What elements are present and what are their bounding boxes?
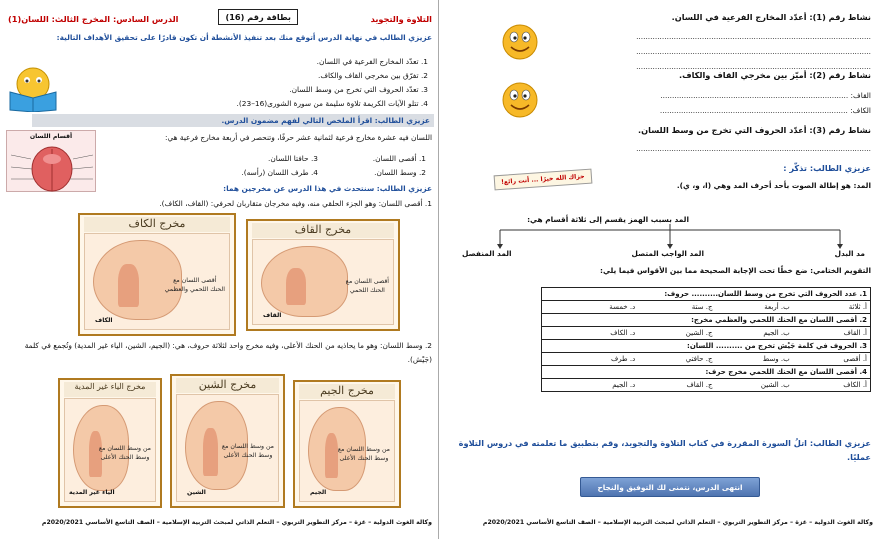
quiz-options-1	[542, 301, 871, 314]
derive-title: عزيزي الطالب: سنتحدث في هذا الدرس عن مخرجين هما:	[223, 184, 432, 193]
illustration-jim-caption: الجيم	[310, 489, 327, 496]
aqsa-text: 1. أقصى اللسان: وهو الجزء الحلقي منه، وفيه مخرجان متقاربان لحرفي: (القاف، الكاف).	[159, 199, 432, 208]
madd-type-munfasil: المد المنفصل	[462, 249, 512, 258]
summary-bar	[32, 114, 434, 127]
quiz-option[interactable]: أ. أقصى	[843, 355, 867, 363]
card-number: بطاقة رقم (16)	[218, 9, 298, 25]
objective-1: 1. تعدّد المخارج الفرعية في اللسان.	[316, 57, 428, 66]
madd-definition: المد: هو إطالة الصوت بأحد أحرف المد وهي (ا، و، ي).	[676, 181, 871, 190]
quiz-option[interactable]: د. الجيم	[612, 381, 636, 389]
end-banner: انتهى الدرس، نتمنى لك التوفيق والنجاح	[580, 477, 760, 497]
summary-item-2: 2. وسط اللسان.	[374, 168, 426, 177]
illustration-qaf	[246, 219, 400, 331]
tongue-diagram	[6, 130, 96, 192]
madd-tree-lines	[480, 224, 860, 250]
illustration-ya-title: مخرج الياء غير المدية	[64, 382, 156, 397]
activity-3-line[interactable]: ....................................................................................................	[636, 144, 871, 153]
quiz-options-2	[542, 327, 871, 340]
quiz-table	[541, 287, 871, 392]
praise-badge: جزاك الله خيرًا ... أنت رائع!	[494, 169, 592, 191]
illustration-kaf-caption: الكاف	[95, 317, 113, 324]
illustration-jim-title: مخرج الجيم	[299, 384, 395, 399]
madd-type-muttasil: المد الواجب المتصل	[631, 249, 704, 258]
quiz-option[interactable]: ج. القاف	[686, 381, 713, 389]
madd-divide: المد بسبب الهمز يقسم إلى ثلاثة أقسام هي:	[527, 215, 689, 224]
quiz-question-3: 3. الحروف في كلمة جَيْش تخرج من .......... اللسان:	[542, 340, 871, 353]
thinking-emoji-icon	[498, 80, 542, 124]
activity-2-line-qaf[interactable]: القاف: ................................................................................	[660, 91, 871, 100]
illustration-kaf-title: مخرج الكاف	[84, 217, 230, 232]
illustration-ya-caption: الياء غير المدية	[69, 489, 115, 496]
quiz-option[interactable]: ج. ستة	[691, 303, 713, 311]
illustration-kaf-label: أقصى اللسان مع الحنك اللحمي والعظمي	[164, 276, 225, 293]
left-footer: وكالة الغوث الدولية – غزة – مركز التطوير التربوي – التعلم الذاتي لمبحث التربية الإسلامية – الصف التاسع الأساسي 2020/2021م	[41, 519, 432, 526]
page-right	[440, 0, 879, 539]
activity-1-line-2[interactable]: ....................................................................................................	[636, 47, 871, 56]
objective-4: 4. تتلو الآيات الكريمة تلاوة سليمة من سورة الشورى(16–23).	[236, 99, 428, 108]
summary-intro: اللسان فيه عشرة مخارج فرعية لثمانية عشر حرفًا، وتنحصر في أربعة مخارج فرعية هي:	[164, 133, 432, 142]
summary-item-4: 4. طرف اللسان (رأسه).	[241, 168, 318, 177]
activity-2-label: نشاط رقم (2): أميّز بين مخرجي القاف والكاف.	[678, 70, 871, 80]
activity-1-line-3[interactable]: ....................................................................................................	[636, 62, 871, 71]
activity-1-label: نشاط رقم (1): أعدّد المخارج الفرعية في اللسان.	[671, 12, 871, 22]
activity-2-line-kaf[interactable]: الكاف: ................................................................................	[659, 106, 871, 115]
illustration-qaf-label: أقصى اللسان مع الحنك اللحمي	[345, 277, 389, 294]
illustration-ya-label: من وسط اللسان مع وسط الحنك الأعلى	[98, 444, 151, 461]
lesson-title: الدرس السادس: المخرج الثالث: اللسان(1)	[8, 14, 179, 24]
objective-2: 2. تفرّق بين مخرجي القاف والكاف.	[317, 71, 428, 80]
madd-type-badal: مد البدل	[834, 249, 865, 258]
quiz-option[interactable]: ب. أربعة	[764, 303, 790, 311]
objective-3: 3. تعدّد الحروف التي تخرج من وسط اللسان.	[289, 85, 428, 94]
quiz-option[interactable]: أ. القاف	[843, 329, 867, 337]
quiz-option[interactable]: ب. الجيم	[763, 329, 790, 337]
quiz-option[interactable]: د. الكاف	[610, 329, 636, 337]
quiz-option[interactable]: أ. ثلاثة	[848, 303, 867, 311]
quiz-option[interactable]: ب. وسط	[762, 355, 790, 363]
activity-3-label: نشاط رقم (3): أعدّد الحروف التي تخرج من وسط اللسان.	[638, 125, 871, 135]
summary-item-3: 3. حافتا اللسان.	[268, 154, 318, 163]
quiz-option[interactable]: أ. الكاف	[843, 381, 867, 389]
illustration-shin-title: مخرج الشين	[176, 378, 279, 393]
quiz-options-3	[542, 353, 871, 366]
illustration-qaf-title: مخرج القاف	[252, 223, 394, 238]
illustration-shin-label: من وسط اللسان مع وسط الحنك الأعلى	[221, 442, 274, 459]
closing-note: عزيزي الطالب: اتلُ السورة المقررة في كتاب التلاوة والتجويد، وقم بتطبيق ما تعلمته في دروس التلاوة عمليًا.	[458, 438, 871, 462]
header-subject: التلاوة والتجويد	[370, 14, 432, 24]
reading-emoji-icon	[6, 66, 60, 112]
quiz-question-4: 4. أقصى اللسان مع الحنك اللحمي مخرج حرف:	[542, 366, 871, 379]
activity-1-line-1[interactable]: ....................................................................................................	[636, 32, 871, 41]
summary-item-1: 1. أقصى اللسان.	[372, 154, 426, 163]
quiz-option[interactable]: د. طرف	[610, 355, 636, 363]
quiz-option[interactable]: ب. الشين	[760, 381, 790, 389]
wasat-text: 2. وسط اللسان: وهو ما يحاذيه من الحنك الأعلى، وفيه مخرج واحد لثلاثة حروف، هي: (الجيم، الشين، الياء غير المدية) وتُجمع في كلمة (جَيْش).	[24, 341, 432, 364]
page-left	[0, 0, 439, 539]
quiz-question-2: 2. أقصى اللسان مع الحنك اللحمي والعظمي مخرج:	[542, 314, 871, 327]
illustration-shin	[170, 374, 285, 508]
illustration-kaf	[78, 213, 236, 336]
objectives-intro: عزيزي الطالب في نهاية الدرس أتوقع منك بعد تنفيذ الأنشطة أن تكون قادرًا على تحقيق الأهداف التالية:	[56, 33, 432, 42]
quiz-options-4	[542, 379, 871, 392]
illustration-jim-label: من وسط اللسان مع وسط الحنك الأعلى	[337, 446, 390, 462]
quiz-option[interactable]: د. خمسة	[609, 303, 636, 311]
tongue-diagram-title: أقسام اللسان	[29, 133, 73, 140]
remember-title: عزيزي الطالب: تذكّر :	[783, 163, 871, 173]
quiz-option[interactable]: ج. الشين	[685, 329, 713, 337]
smiley-emoji-icon	[498, 22, 542, 66]
quiz-option[interactable]: ج. حافتي	[685, 355, 713, 363]
illustration-qaf-caption: القاف	[263, 312, 282, 319]
illustration-shin-caption: الشين	[187, 489, 206, 496]
final-evaluation: التقويم الختامي: ضع خطًا تحت الإجابة الصحيحة مما بين الأقواس فيما يلي:	[600, 266, 871, 275]
quiz-question-1: 1. عدد الحروف التي تخرج من وسط اللسان.......... حروف:	[542, 288, 871, 301]
summary-title: عزيزي الطالب: اقرأ الملخص التالي لفهم مضمون الدرس.	[221, 116, 430, 125]
illustration-ya	[58, 378, 162, 508]
right-footer: وكالة الغوث الدولية – غزة – مركز التطوير التربوي – التعلم الذاتي لمبحث التربية الإسلامية – الصف التاسع الأساسي 2020/2021م	[482, 519, 873, 526]
illustration-jim	[293, 380, 401, 508]
